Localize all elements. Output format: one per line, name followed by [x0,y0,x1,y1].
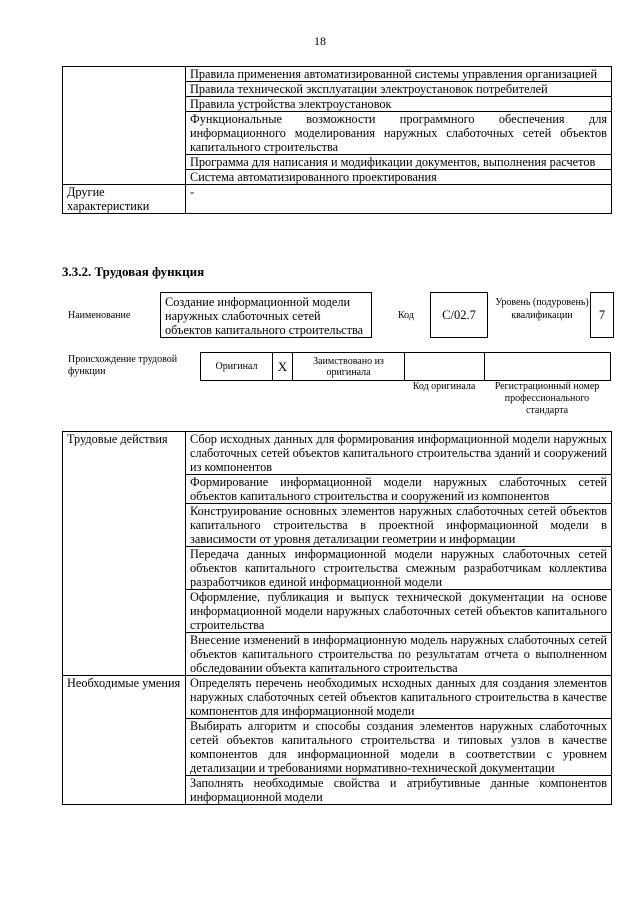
origin-mark-cell: X [273,353,293,381]
origin-label: Происхождение трудовой функции [68,354,178,377]
table-row [63,185,612,214]
skill-item: Определять перечень необходимых исходных данных для создания элементов наружных слаботочных сетей объектов капитального строительства в качестве компонентов для информационной модели [186,676,612,719]
labor-action-item: Оформление, публикация и выпуск технической документации на основе информационной модели наружных слаботочных сетей объектов капитального строительства [186,590,612,633]
other-characteristics-label: Другие характеристики [63,185,186,214]
code-caption: Код оригинала [412,381,476,392]
origin-table [200,352,611,381]
name-label: Наименование [68,310,131,321]
code-label: Код [398,310,414,321]
labor-action-item: Конструирование основных элементов наружных слаботочных сетей объектов капитального строительства в проектной информационной модели в зависимости от уровня детализации геометрии и информации [186,504,612,547]
qualification-level-box: 7 [590,292,614,338]
knowledge-item: Функциональные возможности программного обеспечения для информационного моделирования наружных слаботочных сетей объектов капитального строительства [186,112,612,155]
knowledge-item: Правила технической эксплуатации электроустановок потребителей [186,82,612,97]
other-characteristics-value: - [186,185,612,214]
page-number: 18 [314,34,326,48]
labor-function-table [62,431,612,805]
reg-number-caption: Регистрационный номер профессионального стандарта [494,381,600,416]
skill-item: Выбирать алгоритм и способы создания элементов наружных слаботочных сетей объектов капитального строительства и типовых узлов в качестве компонентов для информационной модели в соответствии с уровнем детализации и требованиями нормативно-технической документации [186,719,612,776]
labor-action-item: Внесение изменений в информационную модель наружных слаботочных сетей объектов капитального строительства по результатам отчета о выполненном обследовании объекта капитального строительства [186,633,612,676]
table-row [63,67,612,82]
section-heading: 3.3.2. Трудовая функция [62,264,205,279]
knowledge-label-cell [63,67,186,185]
qualification-level-label: Уровень (подуровень) квалификации [495,297,589,321]
table-row [63,432,612,475]
labor-actions-label: Трудовые действия [63,432,186,676]
origin-reg-number-cell [485,353,611,381]
labor-function-header [62,290,614,346]
origin-code-cell [405,353,485,381]
origin-original-cell: Оригинал [201,353,273,381]
knowledge-item: Программа для написания и модификации документов, выполнения расчетов [186,155,612,170]
origin-borrowed-cell: Заимствовано из оригинала [293,353,405,381]
function-name-box: Создание информационной модели наружных слаботочных сетей объектов капитального строительства [160,292,372,338]
knowledge-table [62,66,612,214]
skill-item: Заполнять необходимые свойства и атрибутивные данные компонентов информационной модели [186,776,612,805]
labor-action-item: Сбор исходных данных для формирования информационной модели наружных слаботочных сетей объектов капитального строительства зданий и сооружений из компонентов [186,432,612,475]
knowledge-item: Правила применения автоматизированной системы управления организацией [186,67,612,82]
skills-label: Необходимые умения [63,676,186,805]
knowledge-item: Система автоматизированного проектирования [186,170,612,185]
table-row [63,676,612,719]
labor-action-item: Передача данных информационной модели наружных слаботочных сетей объектов капитального строительства смежным разработчикам коллектива разработчиков единой информационной модели [186,547,612,590]
labor-action-item: Формирование информационной модели наружных слаботочных сетей объектов капитального строительства и сооружений из компонентов [186,475,612,504]
knowledge-item: Правила устройства электроустановок [186,97,612,112]
function-code-box: С/02.7 [430,292,488,338]
table-row [201,353,611,381]
